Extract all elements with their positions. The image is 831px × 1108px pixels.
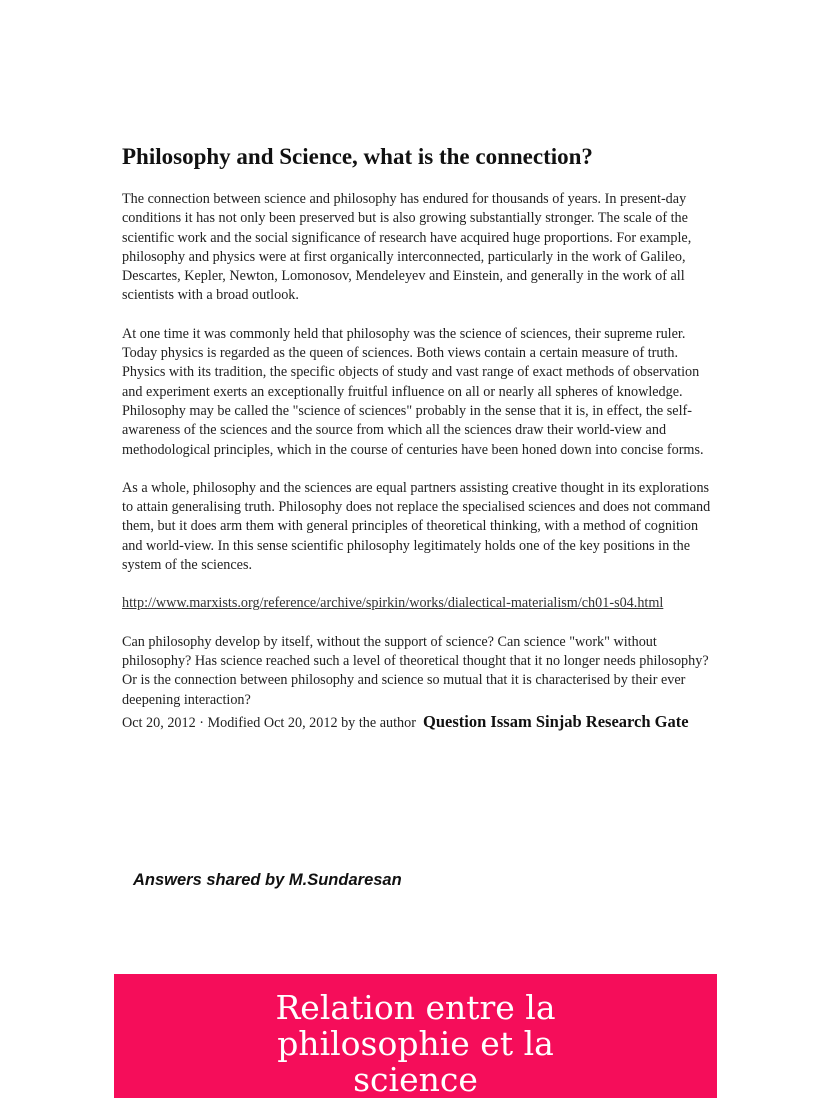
question-paragraph: Can philosophy develop by itself, without the support of science? Can science "work" without philosophy? Has science reached such a level of theoretical thought that it no longer needs philosophy? Or is the connection between philosophy and science so mutual that it is characterised by their ever deepening interaction?	[122, 633, 709, 708]
paragraph-3: Philosophy may be called the "science of sciences" probably in the sense that it is, in effect, the self-awareness of the sciences and the source from which all the sciences draw their world-view and methodological principles, which in the course of centuries have been honed down into concise forms.	[122, 402, 704, 458]
meta-line	[122, 712, 712, 733]
paragraph-4: As a whole, philosophy and the sciences are equal partners assisting creative thought in its explorations to attain generalising truth. Philosophy does not replace the specialised sciences and does not command them, but it does arm them with general principles of theoretical thinking, with a method of cognition and world-view. In this sense scientific philosophy legitimately holds one of the key positions in the system of the sciences.	[122, 479, 711, 574]
paragraph-2: At one time it was commonly held that philosophy was the science of sciences, their supreme ruler. Today physics is regarded as the queen of sciences. Both views contain a certain measure of truth. Physics with its tradition, the specific objects of study and vast range of exact methods of observation and experiment exerts an exceptionally fruitful influence on all or nearly all spheres of knowledge.	[122, 325, 700, 400]
title-banner	[114, 974, 717, 1098]
document-page	[122, 140, 712, 733]
meta-source: Question Issam Sinjab Research Gate	[423, 711, 689, 731]
source-link[interactable]: http://www.marxists.org/reference/archive/spirkin/works/dialectical-materialism/ch01-s04.html	[122, 595, 664, 612]
document-title: Philosophy and Science, what is the connection?	[122, 144, 593, 169]
meta-date: Oct 20, 2012 · Modified Oct 20, 2012 by the author	[122, 714, 416, 731]
paragraph-1: The connection between science and philosophy has endured for thousands of years. In present-day conditions it has not only been preserved but is also growing substantially stronger. The scale of the scientific work and the social significance of research have acquired huge proportions. For example, philosophy and physics were at first organically interconnected, particularly in the work of Galileo, Descartes, Kepler, Newton, Lomonosov, Mendeleyev and Einstein, and generally in the work of all scientists with a broad outlook.	[122, 191, 692, 304]
answers-credit: Answers shared by M.Sundaresan	[133, 871, 402, 889]
banner-text: Relation entre la philosophie et la science	[275, 988, 556, 1099]
